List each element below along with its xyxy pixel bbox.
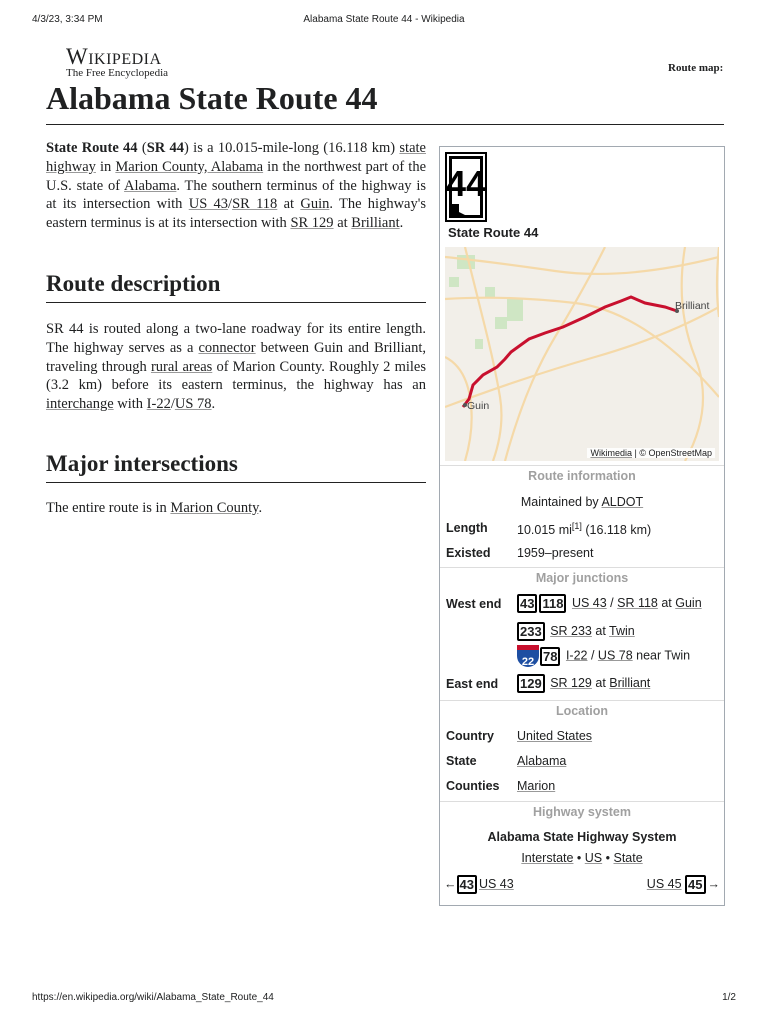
next-route bbox=[647, 875, 720, 894]
intro-bold-abbr: SR 44 bbox=[146, 140, 185, 156]
ref-1[interactable]: [1] bbox=[571, 521, 582, 531]
link-us[interactable]: US bbox=[584, 851, 603, 865]
logo-wordmark: Wikipedia bbox=[66, 44, 162, 69]
link-i-22[interactable]: I-22 bbox=[565, 648, 588, 663]
heading-divider bbox=[46, 302, 426, 303]
map-label-guin: Guin bbox=[467, 400, 490, 412]
text: near Twin bbox=[632, 648, 691, 663]
shield-number: 44 bbox=[445, 163, 487, 204]
wikipedia-logo[interactable] bbox=[66, 44, 168, 79]
value-existed: 1959–present bbox=[517, 546, 594, 560]
text: Maintained by bbox=[520, 495, 602, 509]
text: at bbox=[657, 595, 676, 610]
separator-dot: • bbox=[573, 851, 585, 865]
intro-bold-name: State Route 44 bbox=[46, 140, 138, 156]
system-links bbox=[440, 851, 724, 865]
heading-major-intersections: Major intersections bbox=[46, 451, 238, 476]
text: SR 44 is routed along a two-lane roadway for its entire length. The highway serves as a bbox=[46, 321, 426, 356]
link-brilliant[interactable]: Brilliant bbox=[351, 215, 400, 232]
label-east-end: East end bbox=[446, 677, 499, 691]
link-us-43[interactable]: US 43 bbox=[571, 595, 607, 610]
link-us-43[interactable]: US 43 bbox=[188, 196, 229, 213]
link-twin[interactable]: Twin bbox=[609, 623, 635, 638]
text: . bbox=[258, 500, 263, 516]
sr-44-shield-icon bbox=[445, 152, 487, 222]
text: of Marion County. Roughly 2 miles (3.2 km) before its eastern terminus, the highway has an bbox=[46, 358, 426, 394]
link-us-78[interactable]: US 78 bbox=[597, 648, 633, 663]
label-existed: Existed bbox=[446, 546, 491, 560]
link-interstate[interactable]: Interstate bbox=[521, 851, 574, 865]
print-datetime: 4/3/23, 3:34 PM bbox=[32, 14, 103, 25]
section-divider bbox=[440, 700, 724, 701]
route-description-paragraph bbox=[46, 320, 426, 414]
link-marion-county[interactable]: Marion County bbox=[170, 500, 259, 516]
value-counties bbox=[517, 779, 555, 793]
link-sr-233[interactable]: SR 233 bbox=[550, 623, 592, 638]
label-counties: Counties bbox=[446, 779, 500, 793]
logo-tagline: The Free Encyclopedia bbox=[66, 67, 169, 79]
label-state: State bbox=[446, 754, 477, 768]
left-arrow-icon: ← bbox=[444, 876, 457, 891]
label-west-end: West end bbox=[446, 597, 502, 611]
link-marion-county[interactable]: Marion County, Alabama bbox=[115, 158, 264, 175]
separator-dot: • bbox=[602, 851, 614, 865]
section-divider bbox=[440, 801, 724, 802]
text: at bbox=[333, 215, 352, 232]
text: / bbox=[228, 196, 233, 213]
link-next-us-45[interactable]: US 45 bbox=[646, 876, 682, 891]
link-sr-129[interactable]: SR 129 bbox=[550, 675, 592, 690]
us-45-shield-icon[interactable]: 45 bbox=[685, 875, 705, 894]
maintained-by bbox=[440, 495, 724, 509]
link-marion[interactable]: Marion bbox=[517, 779, 556, 793]
link-connector[interactable]: connector bbox=[198, 339, 256, 356]
print-page-number: 1/2 bbox=[722, 992, 736, 1003]
text: / bbox=[587, 648, 598, 663]
link-wikimedia[interactable]: Wikimedia bbox=[590, 448, 632, 458]
text: . bbox=[211, 396, 216, 413]
route-map-label: Route map: bbox=[668, 62, 724, 74]
junction-east bbox=[517, 674, 650, 693]
right-arrow-icon: → bbox=[707, 876, 720, 891]
text: with bbox=[113, 396, 147, 413]
map-label-brilliant: Brilliant bbox=[675, 300, 710, 312]
map-canvas bbox=[445, 247, 719, 461]
link-united-states[interactable]: United States bbox=[517, 729, 593, 743]
sr-233-shield-icon[interactable]: 233 bbox=[517, 622, 545, 641]
link-i-22[interactable]: I-22 bbox=[146, 396, 171, 413]
page-title: Alabama State Route 44 bbox=[46, 80, 378, 116]
value-country bbox=[517, 729, 592, 743]
attribution-osm[interactable]: | © OpenStreetMap bbox=[634, 448, 712, 458]
heading-divider bbox=[46, 482, 426, 483]
link-alabama[interactable]: Alabama bbox=[517, 754, 567, 768]
text: . The highway's eastern terminus is at its intersection with bbox=[46, 196, 427, 232]
sr-118-shield-icon[interactable]: 118 bbox=[539, 594, 566, 613]
text: at bbox=[591, 675, 610, 690]
text: in bbox=[95, 158, 116, 175]
text: . bbox=[399, 215, 404, 232]
infobox-caption: State Route 44 bbox=[448, 225, 539, 240]
print-tab-title: Alabama State Route 44 - Wikipedia bbox=[303, 14, 465, 25]
us-43-shield-icon[interactable]: 43 bbox=[517, 594, 537, 613]
link-brilliant[interactable]: Brilliant bbox=[609, 675, 651, 690]
i-22-shield-icon[interactable]: 22 bbox=[517, 645, 539, 667]
label-country: Country bbox=[446, 729, 494, 743]
intro-paragraph bbox=[46, 139, 426, 233]
text: at bbox=[591, 623, 610, 638]
text: ) is a 10.015-mile-long (16.118 km) bbox=[184, 140, 400, 156]
link-rural-areas[interactable]: rural areas bbox=[150, 358, 213, 375]
text: / bbox=[606, 595, 618, 610]
text: / bbox=[170, 396, 175, 413]
map-attribution bbox=[587, 448, 715, 458]
value-state bbox=[517, 754, 566, 768]
link-sr-129[interactable]: SR 129 bbox=[290, 215, 334, 232]
print-url: https://en.wikipedia.org/wiki/Alabama_State_Route_44 bbox=[32, 992, 274, 1003]
route-map[interactable] bbox=[445, 247, 719, 461]
link-sr-118[interactable]: SR 118 bbox=[232, 196, 278, 213]
link-aldot[interactable]: ALDOT bbox=[601, 495, 644, 509]
section-divider bbox=[440, 567, 724, 568]
section-route-information: Route information bbox=[528, 469, 636, 483]
link-interchange[interactable]: interchange bbox=[46, 396, 114, 413]
us-43-shield-icon[interactable]: 43 bbox=[457, 875, 477, 894]
section-location: Location bbox=[555, 704, 609, 718]
value-length bbox=[517, 521, 651, 537]
link-alabama-state-highway-system[interactable]: Alabama State Highway System bbox=[487, 830, 677, 844]
link-alabama[interactable]: Alabama bbox=[124, 177, 177, 194]
previous-route bbox=[444, 875, 514, 894]
system-name bbox=[440, 830, 724, 844]
link-state[interactable]: State bbox=[613, 851, 643, 865]
major-intersections-paragraph bbox=[46, 499, 426, 518]
link-guin[interactable]: Guin bbox=[675, 595, 702, 610]
heading-route-description: Route description bbox=[46, 271, 221, 296]
text: . The southern terminus of the highway is at its intersection with bbox=[46, 177, 426, 213]
section-highway-system: Highway system bbox=[533, 805, 631, 819]
section-major-junctions: Major junctions bbox=[535, 571, 629, 585]
section-divider bbox=[440, 465, 724, 466]
link-prev-us-43[interactable]: US 43 bbox=[478, 876, 514, 891]
sr-129-shield-icon[interactable]: 129 bbox=[517, 674, 545, 693]
text: 10.015 mi bbox=[517, 523, 572, 538]
label-length: Length bbox=[446, 521, 488, 535]
us-78-shield-icon[interactable]: 78 bbox=[540, 647, 560, 666]
title-divider bbox=[46, 124, 724, 125]
text: The entire route is in bbox=[46, 500, 171, 516]
link-us-78[interactable]: US 78 bbox=[174, 396, 212, 413]
junction-west bbox=[517, 594, 702, 613]
text: (16.118 km) bbox=[581, 523, 652, 538]
link-state-highway[interactable]: state highway bbox=[46, 140, 426, 175]
link-guin[interactable]: Guin bbox=[300, 196, 330, 213]
text: in the northwest part of the U.S. state of bbox=[46, 158, 427, 194]
link-sr-118[interactable]: SR 118 bbox=[617, 595, 658, 610]
infobox bbox=[439, 146, 725, 906]
junction-sr-233 bbox=[517, 622, 635, 641]
text: ( bbox=[137, 140, 147, 156]
junction-i22-us78 bbox=[517, 645, 690, 667]
text: between Guin and Brilliant, traveling through bbox=[46, 339, 426, 375]
text: at bbox=[277, 196, 301, 213]
